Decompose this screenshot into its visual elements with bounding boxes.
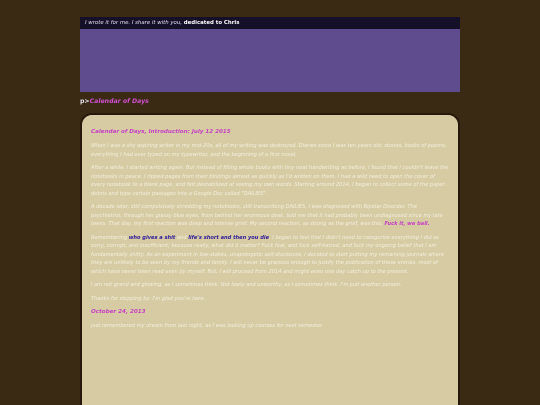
site-header-bar [80,17,460,29]
post-title: Calendar of Days, Introduction: July 12 2015 [91,129,231,135]
post-paragraph-3 [91,203,449,229]
paragraph-4-and: and [176,234,187,241]
paragraph-4-lead: Remembering [91,234,128,241]
link-who-gives-a-shit[interactable]: who gives a shit [128,234,176,241]
entry-date: October 24, 2013 [91,309,146,315]
entry-paragraph-1: just remembered my dream from last night, as I was looking up courses for next semester [91,323,323,329]
post-paragraph-4 [91,234,449,277]
site-tagline: I wrote it for me. I share it with you, [85,20,182,26]
paragraph-3-text: A decade later, still compulsively shredding my notebooks, still transcribing DAILIES, I was diagnosed with Bipolar Disorder. The psychiatrist, through her glassy blue eyes, from behind her enormous desk, told me that it had probably been undiagnosed since my late teens. That day, my first reaction was deep and intense grief. My second reaction, as strong as the grief, was this: [91,204,443,227]
post-paragraph-6: Thanks for stopping by. I'm glad you're here. [91,295,206,302]
highlight-fuck-it: Fuck it, we ball. [384,221,430,227]
post-paragraph-2: After a while, I started writing again. But instead of filling whole books with tiny neat handwriting as before, I found that I couldn't leave the notebooks in peace. I ripped pages from their bindings almost as quickly as I'd written on them. I had a wild need to open the cover of every notebook to a blank page, and felt destabilized at seeing my own words. Starting around 2014, I began to collect some of the paper debris and type certain passages into a Google Doc called "DAILIES". [91,165,449,197]
post-paragraph-5: I am not grand and glowing, as I sometimes think. Not lowly and unworthy, as I sometimes think. I'm just another person. [91,282,402,288]
post-content [91,128,449,336]
post-paragraph-1: When I was a shy aspiring writer in my mid-20s, all of my writing was destroyed. Diaries since I was ten years old, stories, books of poems, everything I had ever typed on my typewriter, and the beginning of a first novel. [91,143,447,158]
post-card [80,113,460,405]
breadcrumb [80,97,149,106]
paragraph-4-text: , I began to feel that I didn't need to categorize everything I did as sorry, corrupt, and insufficient; because really, what did it matter? Fuck fear, and fuck self-hatred, and fuck my ongoing belief that I am fundamentally shitty. As an experiment in low-stakes, unapologetic self-disclosure, I decided to start putting my remaining journals where they are unlikely to be seen by my friends and family. I will never be gracious enough to justify the publication of these entries, most of which have never been read even by myself. But, I will proceed from 2014 and might even one day catch up to the present. [91,234,445,275]
breadcrumb-prefix: p> [80,98,90,105]
site-banner [80,29,460,92]
link-lifes-short[interactable]: life's short and then you die [188,234,270,241]
site-dedication: dedicated to Chris [183,20,240,26]
breadcrumb-link-calendar-of-days[interactable]: Calendar of Days [89,98,149,105]
